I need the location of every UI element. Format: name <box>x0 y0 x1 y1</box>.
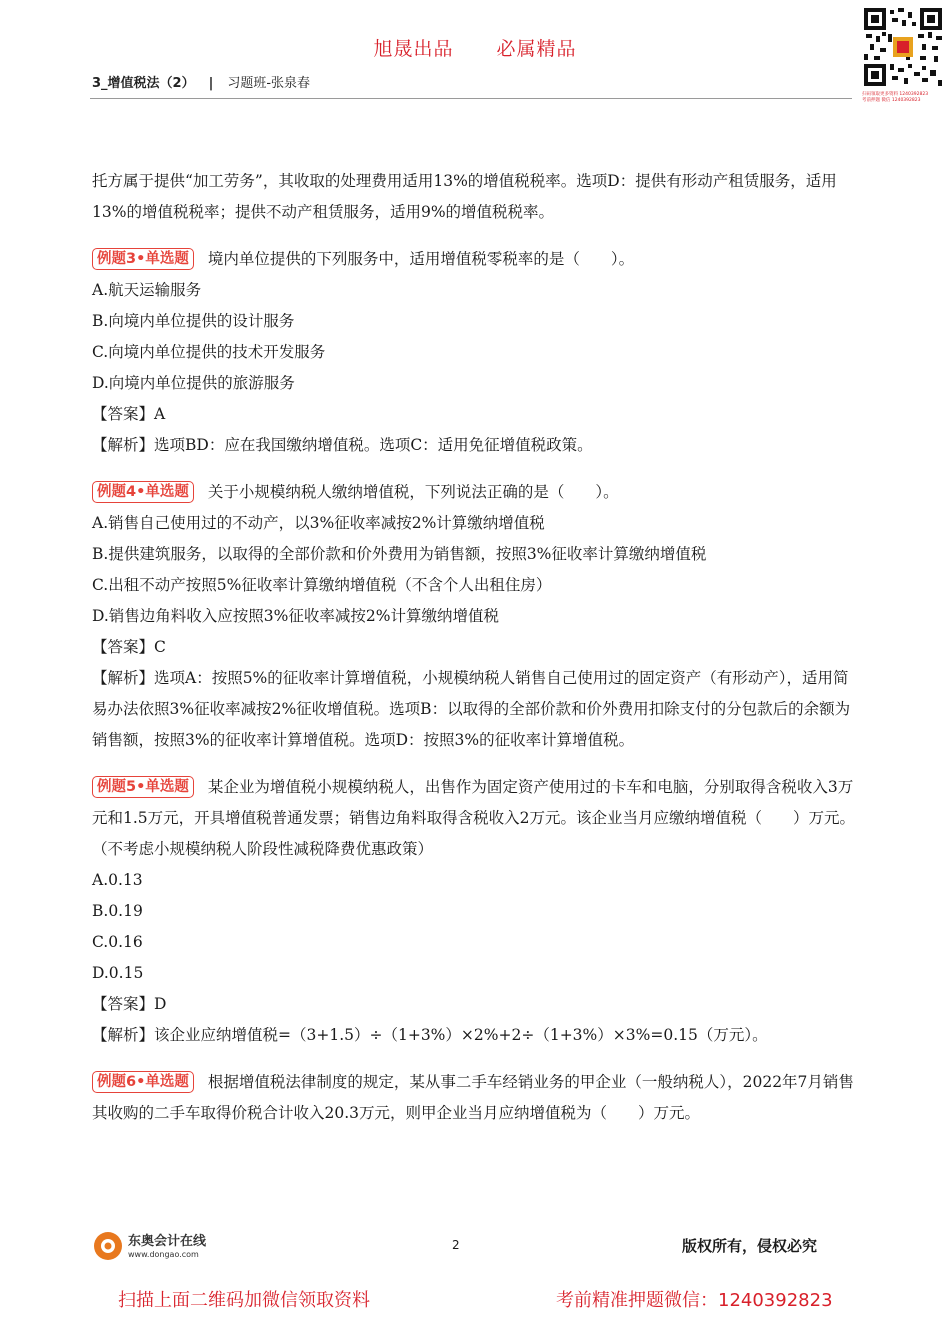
wechat-promo-left: 扫描上面二维码加微信领取资料 <box>118 1290 370 1311</box>
qr-caption-line: 考前押题 微信 1240392823 <box>862 98 921 103</box>
option: C.向境内单位提供的技术开发服务 <box>92 343 326 361</box>
option: C.出租不动产按照5%征收率计算缴纳增值税（不含个人出租住房） <box>92 576 552 594</box>
option: D.向境内单位提供的旅游服务 <box>92 374 295 392</box>
qr-caption-line: 扫码领取更多资料 1240392823 <box>862 92 929 97</box>
option: A.0.13 <box>92 871 143 889</box>
answer: 【答案】A <box>92 405 166 423</box>
option: B.0.19 <box>92 902 143 920</box>
spacer <box>92 756 862 772</box>
question-4 <box>92 477 862 756</box>
intro-paragraph: 托方属于提供“加工劳务”，其收取的处理费用适用13%的增值税税率。选项D：提供有形动产租赁服务，适用13%的增值税税率；提供不动产租赁服务，适用9%的增值税税率。 <box>92 172 837 221</box>
course-name: 习题班-张泉春 <box>227 76 311 91</box>
logo-url: www.dongao.com <box>128 1250 199 1259</box>
spacer <box>92 461 862 477</box>
option: D.销售边角料收入应按照3%征收率减按2%计算缴纳增值税 <box>92 607 499 625</box>
question-stem: 关于小规模纳税人缴纳增值税，下列说法正确的是（ ）。 <box>207 483 619 501</box>
spacer <box>92 1051 862 1067</box>
qr-code-icon <box>862 6 944 88</box>
option: A.航天运输服务 <box>92 281 202 299</box>
header-divider <box>90 98 852 99</box>
page-number: 2 <box>452 1238 460 1252</box>
question-5 <box>92 772 862 1051</box>
question-tag: 例题5•单选题 <box>92 776 194 798</box>
analysis: 【解析】选项A：按照5%的征收率计算增值税，小规模纳税人销售自己使用过的固定资产（有形动产），适用简易办法依照3%征收率减按2%征收增值税。选项B：以取得的全部价款和价外费用扣除支付的分包款后的余额为销售额，按照3%的征收率计算增值税。选项D：按照3%的征收率计算增值税。 <box>92 669 851 749</box>
qr-caption <box>862 92 946 104</box>
answer: 【答案】C <box>92 638 166 656</box>
option: C.0.16 <box>92 933 143 951</box>
banner-left: 旭晟出品 <box>373 38 454 60</box>
question-6 <box>92 1067 862 1129</box>
option: B.向境内单位提供的设计服务 <box>92 312 295 330</box>
question-tag: 例题6•单选题 <box>92 1071 194 1093</box>
banner-right: 必属精品 <box>496 38 577 60</box>
analysis: 【解析】选项BD：应在我国缴纳增值税。选项C：适用免征增值税政策。 <box>92 436 593 454</box>
spacer <box>92 228 862 244</box>
question-stem: 境内单位提供的下列服务中，适用增值税零税率的是（ ）。 <box>207 250 635 268</box>
question-tag: 例题4•单选题 <box>92 481 194 503</box>
document-header <box>92 72 310 91</box>
question-3 <box>92 244 862 461</box>
analysis: 【解析】该企业应纳增值税=（3+1.5）÷（1+3%）×2%+2÷（1+3%）×3%=0.15（万元）。 <box>92 1026 768 1044</box>
option: A.销售自己使用过的不动产，以3%征收率减按2%计算缴纳增值税 <box>92 514 545 532</box>
copyright: 版权所有，侵权必究 <box>682 1237 818 1255</box>
option: B.提供建筑服务，以取得的全部价款和价外费用为销售额，按照3%征收率计算缴纳增值税 <box>92 545 707 563</box>
question-stem: 某企业为增值税小规模纳税人，出售作为固定资产使用过的卡车和电脑，分别取得含税收入3万元和1.5万元，开具增值税普通发票；销售边角料取得含税收入2万元。该企业当月应缴纳增值税（ ）万元。（不考虑小规模纳税人阶段性减税降费优惠政策） <box>92 778 856 858</box>
logo-text: 东奥会计在线 <box>128 1234 207 1249</box>
question-tag: 例题3•单选题 <box>92 248 194 270</box>
option: D.0.15 <box>92 964 144 982</box>
wechat-promo-right: 考前精准押题微信：1240392823 <box>556 1290 833 1311</box>
dongao-logo-icon <box>92 1228 242 1264</box>
main-content <box>92 166 862 1129</box>
answer: 【答案】D <box>92 995 167 1013</box>
top-banner <box>0 34 950 61</box>
chapter-title: 3_增值税法（2） <box>92 76 195 91</box>
question-stem: 根据增值税法律制度的规定，某从事二手车经销业务的甲企业（一般纳税人），2022年7月销售其收购的二手车取得价税合计收入20.3万元，则甲企业当月应纳增值税为（ ）万元。 <box>92 1073 854 1122</box>
header-separator: | <box>208 76 214 91</box>
